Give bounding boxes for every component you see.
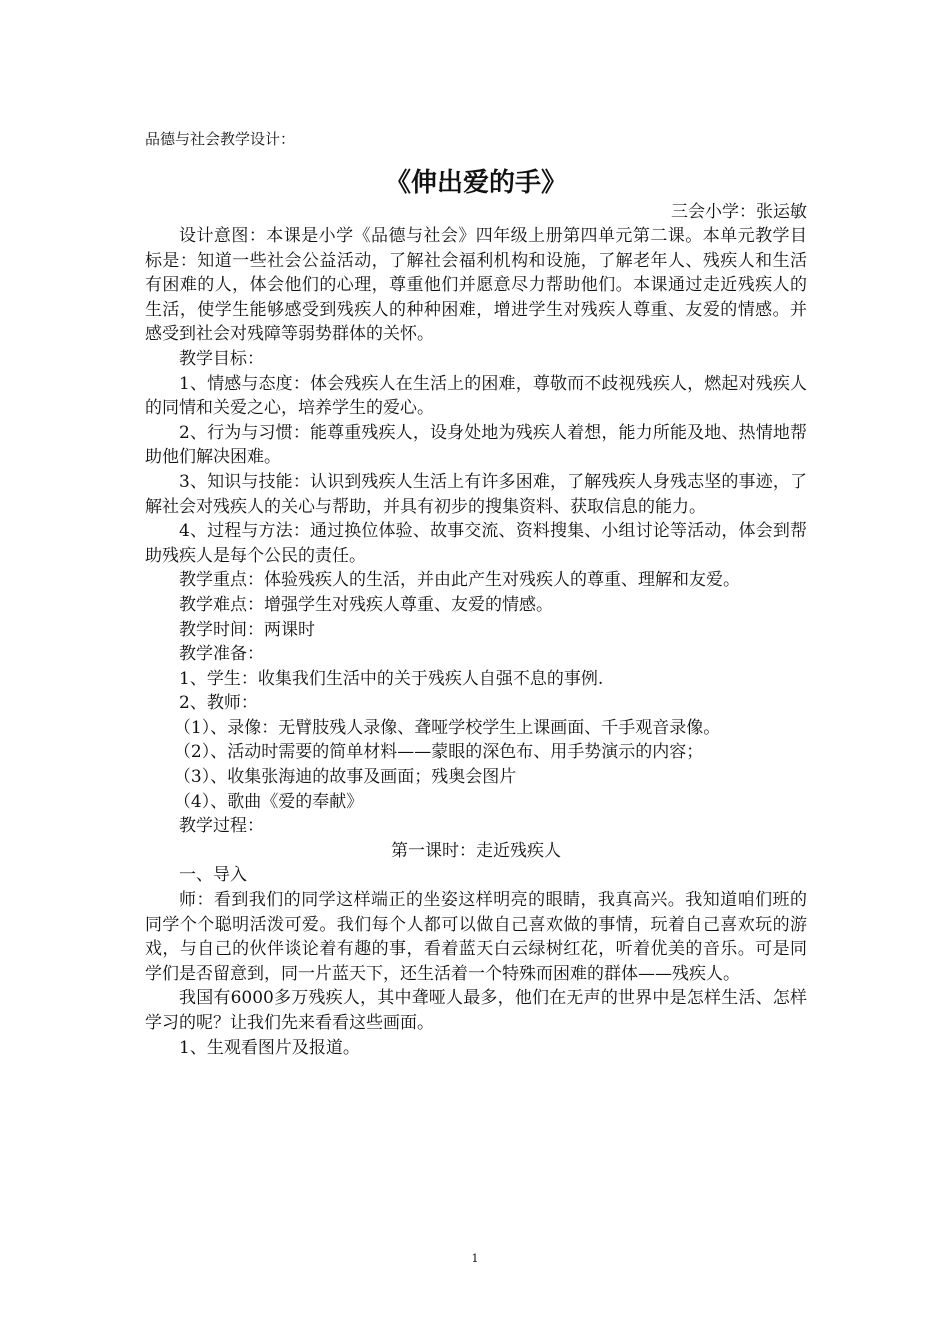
objective-4: 4、过程与方法：通过换位体验、故事交流、资料搜集、小组讨论等活动，体会到帮助残疾人是每个公民的责任。 bbox=[145, 521, 807, 566]
lesson-one-heading: 第一课时：走近残疾人 bbox=[391, 840, 561, 861]
preparation-item-3: （3）、收集张海迪的故事及画面；残奥会图片 bbox=[173, 767, 517, 788]
document-pre-title: 品德与社会教学设计： bbox=[145, 130, 296, 148]
disability-stats-paragraph: 我国有6000多万残疾人，其中聋哑人最多，他们在无声的世界中是怎样生活、怎样学习的呢？让我们先来看看这些画面。 bbox=[145, 988, 807, 1033]
design-intent-paragraph: 设计意图：本课是小学《品德与社会》四年级上册第四单元第二课。本单元教学目标是：知道一些社会公益活动，了解社会福利机构和设施，了解老年人、残疾人和生活有困难的人，体会他们的心理，尊重他们并愿意尽力帮助他们。本课通过走近残疾人的生活，使学生能够感受到残疾人的种种困难，增进学生对残疾人尊重、友爱的情感。并感受到社会对残障等弱势群体的关怀。 bbox=[145, 226, 807, 345]
preparation-item-1: （1）、录像：无臂肢残人录像、聋哑学校学生上课画面、千手观音录像。 bbox=[173, 717, 721, 738]
teacher-intro-paragraph: 师：看到我们的同学这样端正的坐姿这样明亮的眼睛，我真高兴。我知道咱们班的同学个个聪明活泼可爱。我们每个人都可以做自己喜欢做的事情，玩着自己喜欢玩的游戏，与自己的伙伴谈论着有趣的事，看着蓝天白云绿树红花，听着优美的音乐。可是同学们是否留意到，同一片蓝天下，还生活着一个特殊而困难的群体——残疾人。 bbox=[145, 890, 807, 984]
document-page bbox=[145, 128, 807, 1060]
document-title: 《伸出爱的手》 bbox=[384, 168, 567, 198]
activity-step-1: 1、生观看图片及报道。 bbox=[179, 1037, 360, 1058]
preparation-students: 1、学生：收集我们生活中的关于残疾人自强不息的事例. bbox=[179, 668, 604, 689]
difficult-point: 教学难点：增强学生对残疾人尊重、友爱的情感。 bbox=[179, 594, 553, 615]
page-number: 1 bbox=[471, 1252, 479, 1265]
objective-3: 3、知识与技能：认识到残疾人生活上有许多困难，了解残疾人身残志坚的事迹，了解社会对残疾人的关心与帮助，并具有初步的搜集资料、获取信息的能力。 bbox=[145, 471, 807, 517]
process-heading: 教学过程： bbox=[179, 816, 264, 837]
document-author: 三会小学：张运敏 bbox=[671, 202, 807, 222]
teaching-time: 教学时间：两课时 bbox=[179, 619, 315, 640]
preparation-item-4: （4）、歌曲《爱的奉献》 bbox=[173, 791, 364, 812]
objective-2: 2、行为与习惯：能尊重残疾人，设身处地为残疾人着想，能力所能及地、热情地帮助他们解决困难。 bbox=[145, 422, 807, 468]
section-intro-heading: 一、导入 bbox=[179, 865, 247, 886]
objectives-heading: 教学目标： bbox=[179, 348, 264, 369]
preparation-item-2: （2）、活动时需要的简单材料——蒙眼的深色布、用手势演示的内容； bbox=[173, 742, 704, 763]
preparation-teacher: 2、教师： bbox=[179, 693, 258, 714]
preparation-heading: 教学准备： bbox=[179, 644, 264, 665]
key-point: 教学重点：体验残疾人的生活，并由此产生对残疾人的尊重、理解和友爱。 bbox=[179, 570, 740, 591]
objective-1: 1、情感与态度：体会残疾人在生活上的困难，尊敬而不歧视残疾人，燃起对残疾人的同情和关爱之心，培养学生的爱心。 bbox=[145, 373, 807, 419]
